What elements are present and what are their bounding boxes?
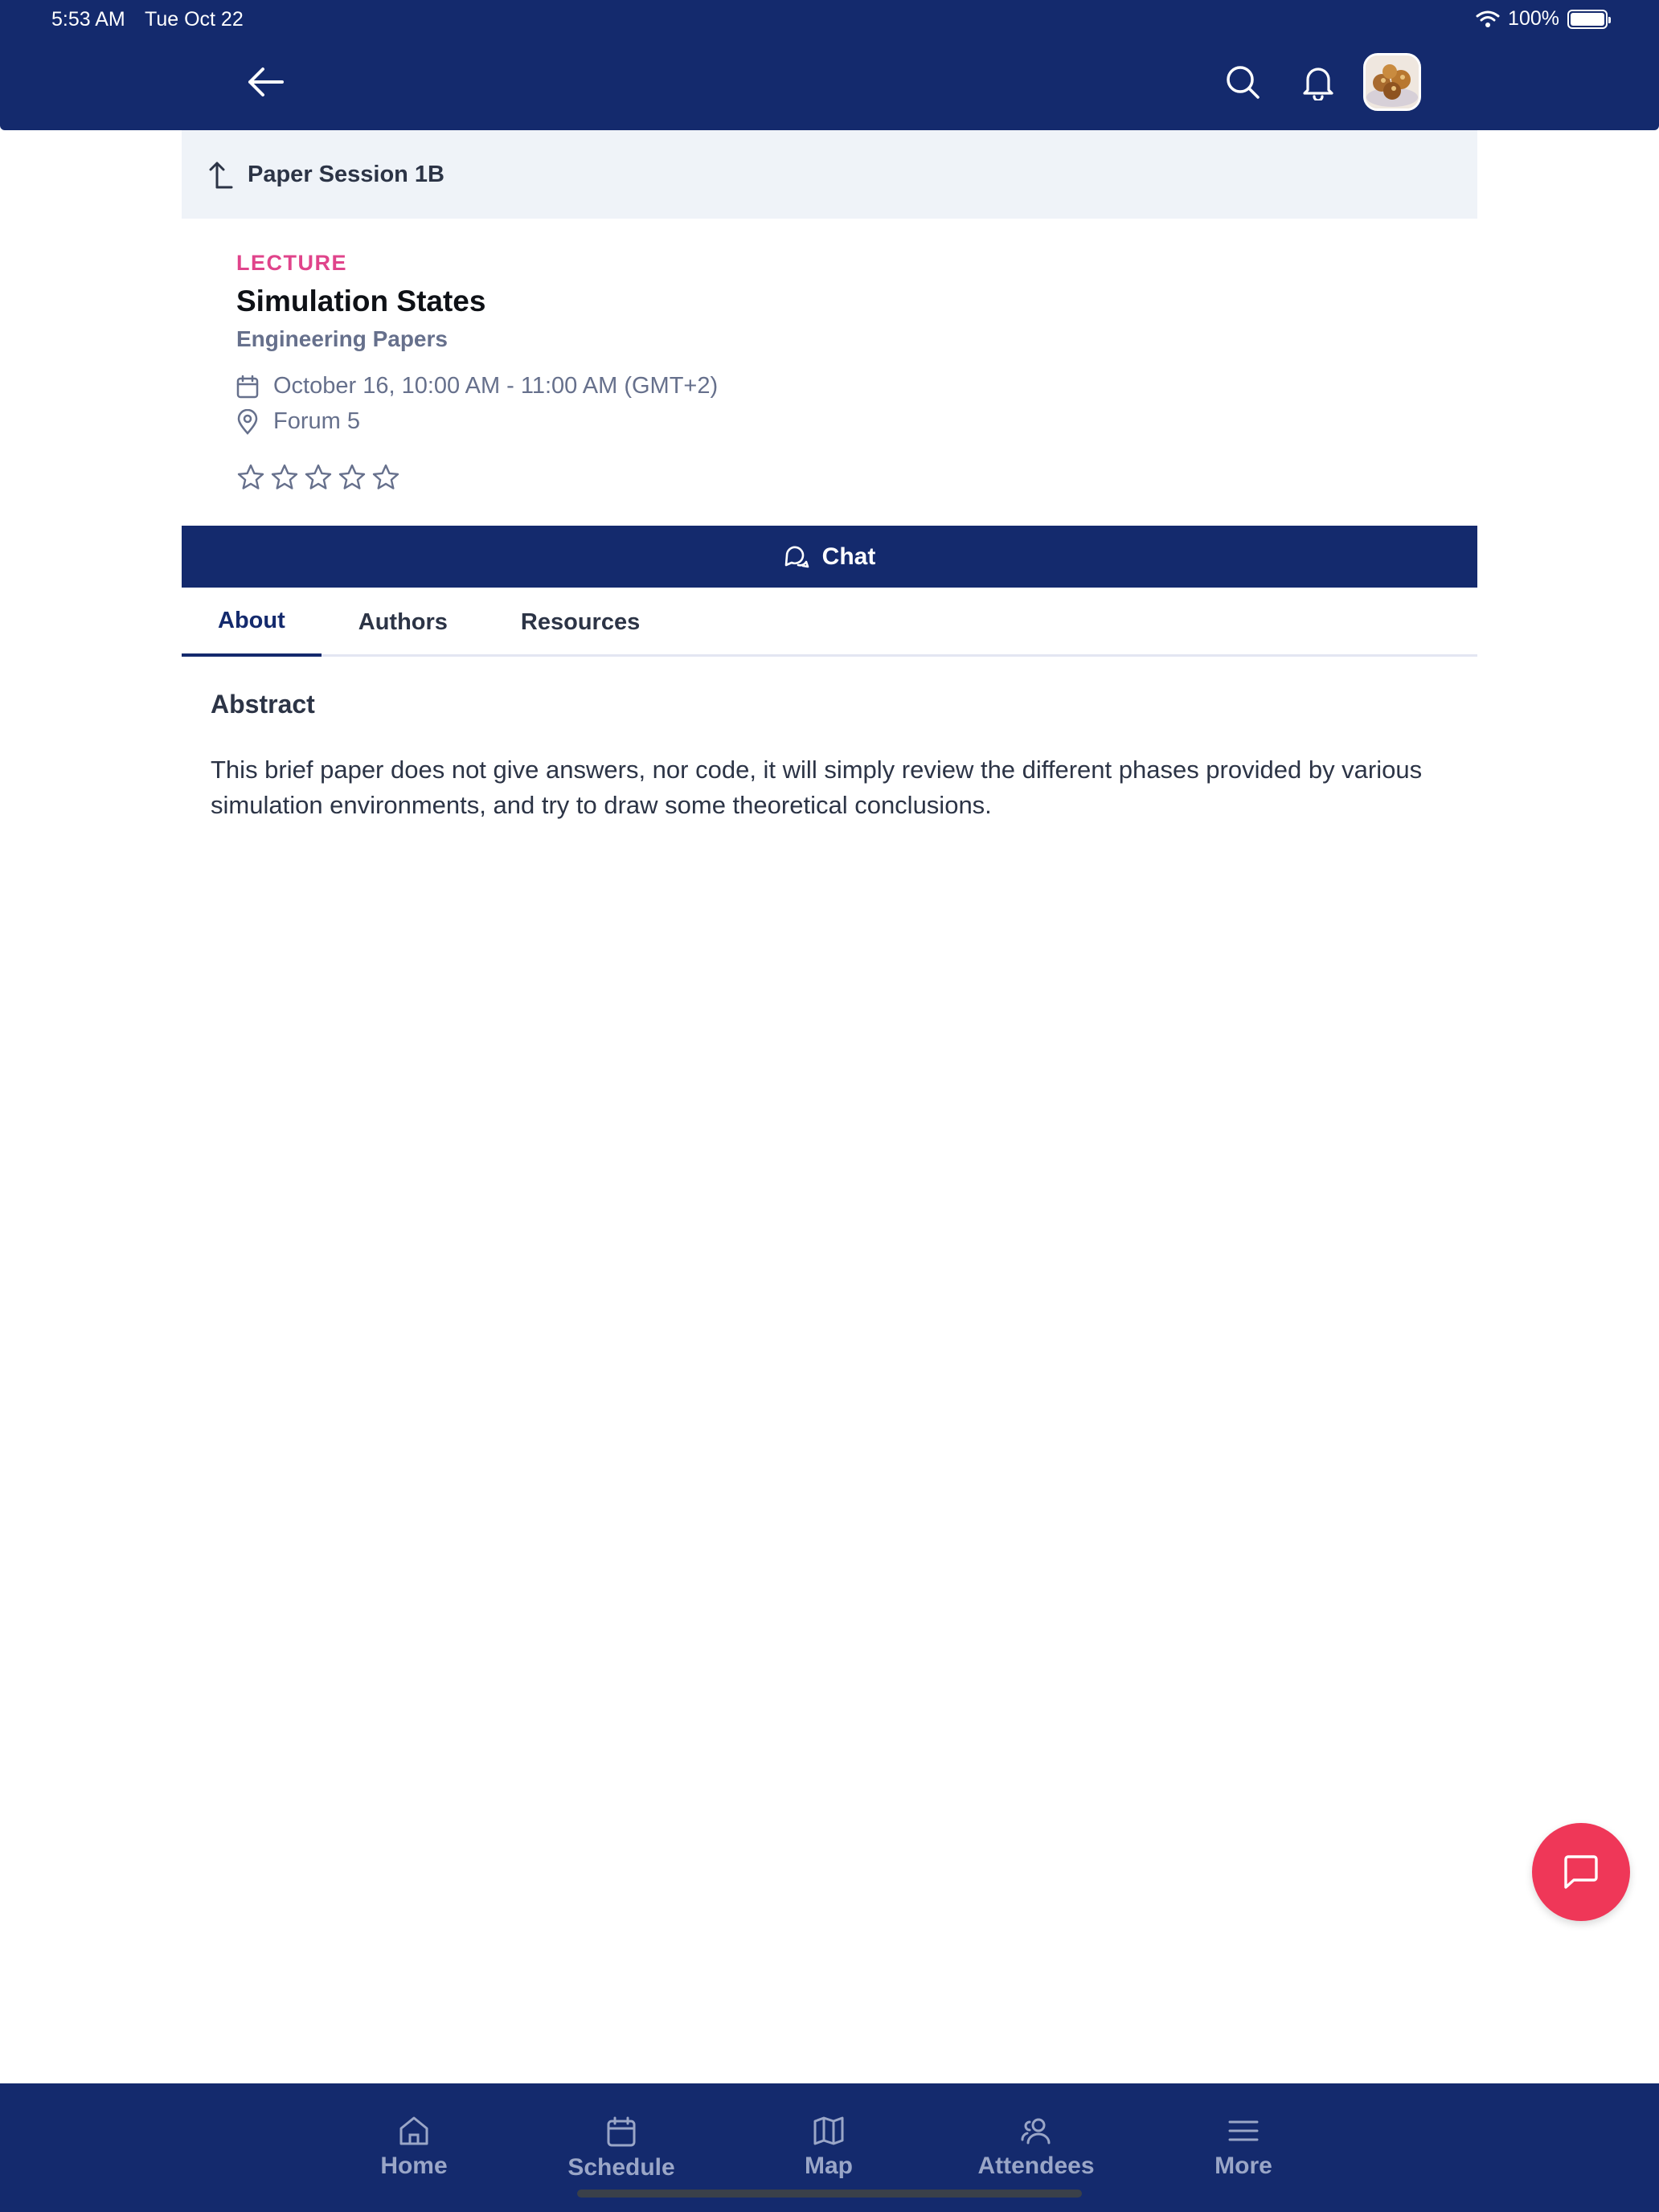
abstract-text: This brief paper does not give answers, nor code, it will simply review the different phases provided by various simulation environments, and try to draw some theoretical conclusions.	[211, 756, 1423, 819]
session-datetime-text: October 16, 10:00 AM - 11:00 AM (GMT+2)	[273, 373, 719, 399]
session-location	[236, 408, 360, 435]
battery-percent: 100%	[1508, 7, 1559, 30]
session-type: LECTURE	[236, 251, 347, 275]
nav-attendees-label: Attendees	[977, 2153, 1095, 2179]
calendar-icon	[236, 375, 259, 399]
nav-home-label: Home	[380, 2153, 448, 2179]
home-indicator	[577, 2189, 1082, 2198]
top-app-bar	[0, 0, 1659, 130]
map-icon	[813, 2116, 845, 2146]
star-icon[interactable]	[371, 463, 400, 492]
notifications-button[interactable]	[1294, 58, 1342, 106]
profile-photo-icon	[1366, 55, 1419, 109]
status-date: Tue Oct 22	[145, 8, 244, 31]
search-icon	[1225, 64, 1260, 100]
tab-bar	[182, 588, 1477, 657]
session-track: Engineering Papers	[236, 326, 448, 351]
rating-stars[interactable]	[236, 463, 400, 492]
location-pin-icon	[236, 409, 259, 435]
battery-icon	[1567, 10, 1608, 29]
status-indicators	[1476, 7, 1608, 31]
page-title: Simulation States	[236, 285, 486, 317]
search-button[interactable]	[1219, 58, 1267, 106]
menu-icon	[1227, 2116, 1260, 2146]
back-button[interactable]	[241, 58, 289, 106]
session-details	[182, 130, 1477, 526]
abstract-heading: Abstract	[211, 690, 315, 719]
parent-session-label: Paper Session 1B	[248, 161, 444, 187]
star-icon[interactable]	[270, 463, 299, 492]
star-icon[interactable]	[236, 463, 265, 492]
nav-schedule-label: Schedule	[567, 2154, 675, 2181]
bell-icon	[1301, 63, 1335, 100]
avatar[interactable]	[1363, 53, 1421, 111]
status-time: 5:53 AM	[51, 8, 125, 31]
chat-bubbles-icon	[784, 544, 809, 570]
nav-map-label: Map	[805, 2153, 853, 2179]
nav-more[interactable]	[1171, 2116, 1316, 2180]
star-icon[interactable]	[338, 463, 367, 492]
star-icon[interactable]	[304, 463, 333, 492]
session-datetime	[236, 373, 718, 399]
message-fab-button[interactable]	[1532, 1823, 1630, 1921]
wifi-icon	[1476, 10, 1500, 29]
message-icon	[1563, 1854, 1600, 1890]
tab-about[interactable]: About	[182, 588, 322, 657]
nav-more-label: More	[1215, 2153, 1272, 2179]
status-bar	[0, 0, 1659, 39]
chat-button[interactable]	[182, 526, 1477, 588]
users-icon	[1020, 2116, 1052, 2146]
nav-schedule[interactable]	[549, 2116, 694, 2181]
home-icon	[398, 2116, 430, 2146]
tab-authors[interactable]: Authors	[358, 608, 448, 635]
tab-resources[interactable]: Resources	[520, 608, 641, 635]
chat-button-label: Chat	[821, 543, 876, 570]
nav-attendees[interactable]	[964, 2116, 1108, 2180]
nav-home[interactable]	[342, 2116, 486, 2180]
nav-map[interactable]	[756, 2116, 901, 2180]
session-location-text: Forum 5	[273, 408, 360, 434]
calendar-icon	[606, 2116, 637, 2148]
arrow-left-icon	[247, 66, 284, 98]
